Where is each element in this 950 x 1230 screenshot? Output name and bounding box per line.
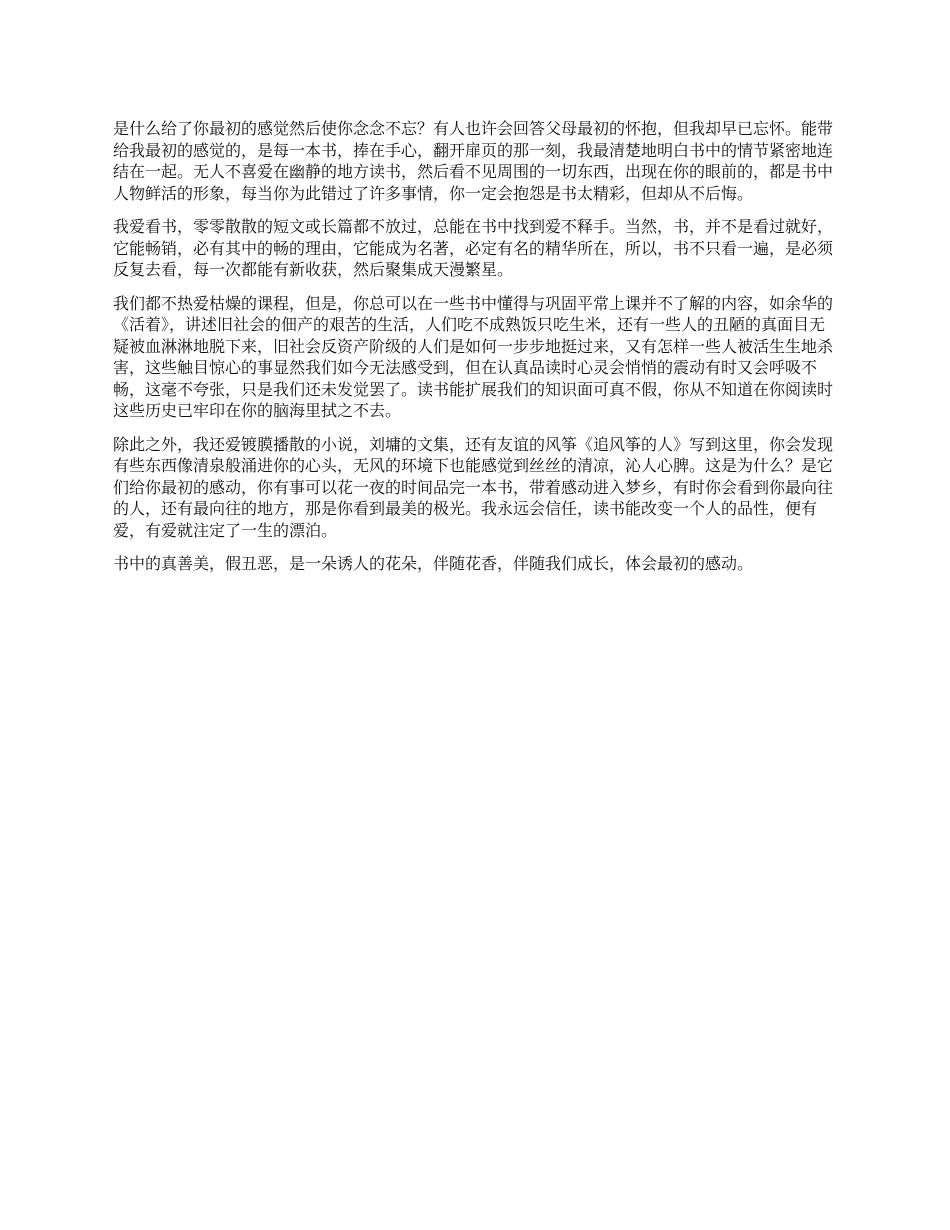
paragraph-5: 书中的真善美，假丑恶，是一朵诱人的花朵，伴随花香，伴随我们成长，体会最初的感动。 <box>113 554 754 573</box>
paragraph-3: 我们都不热爱枯燥的课程，但是，你总可以在一些书中懂得与巩固平常上课并不了解的内容，如余华的《活着》，讲述旧社会的佃产的艰苦的生活，人们吃不成熟饭只吃生米，还有一些人的丑陋的真面目无疑被血淋淋地脱下来，旧社会反资产阶级的人们是如何一步步地挺过来，又有怎样一些人被活生生地杀害，这些触目惊心的事显然我们如今无法感受到，但在认真品读时心灵会悄悄的震动有时又会呼吸不畅，这毫不夸张，只是我们还未发觉罢了。读书能扩展我们的知识面可真不假，你从不知道在你阅读时这些历史已牢印在你的脑海里拭之不去。 <box>113 293 834 420</box>
paragraph-2: 我爱看书，零零散散的短文或长篇都不放过，总能在书中找到爱不释手。当然，书，并不是看过就好，它能畅销，必有其中的畅的理由，它能成为名著，必定有名的精华所在，所以，书不只看一遍，是必须反复去看，每一次都能有新收获，然后聚集成天漫繁星。 <box>113 217 834 279</box>
document-page <box>113 118 840 587</box>
paragraph-1: 是什么给了你最初的感觉然后使你念念不忘？有人也许会回答父母最初的怀抱，但我却早已忘怀。能带给我最初的感觉的，是每一本书，捧在手心，翻开扉页的那一刻，我最清楚地明白书中的情节紧密地连结在一起。无人不喜爱在幽静的地方读书，然后看不见周围的一切东西，出现在你的眼前的，都是书中人物鲜活的形象，每当你为此错过了许多事情，你一定会抱怨是书太精彩，但却从不后悔。 <box>113 119 834 203</box>
paragraph-4: 除此之外，我还爱镀膜播散的小说，刘墉的文集，还有友谊的风筝《追风筝的人》写到这里，你会发现有些东西像清泉般涌进你的心头，无风的环境下也能感觉到丝丝的清凉，沁人心脾。这是为什么？是它们给你最初的感动，你有事可以花一夜的时间品完一本书，带着感动进入梦乡，有时你会看到你最向往的人，还有最向往的地方，那是你看到最美的极光。我永远会信任，读书能改变一个人的品性，便有爱，有爱就注定了一生的漂泊。 <box>113 434 834 540</box>
